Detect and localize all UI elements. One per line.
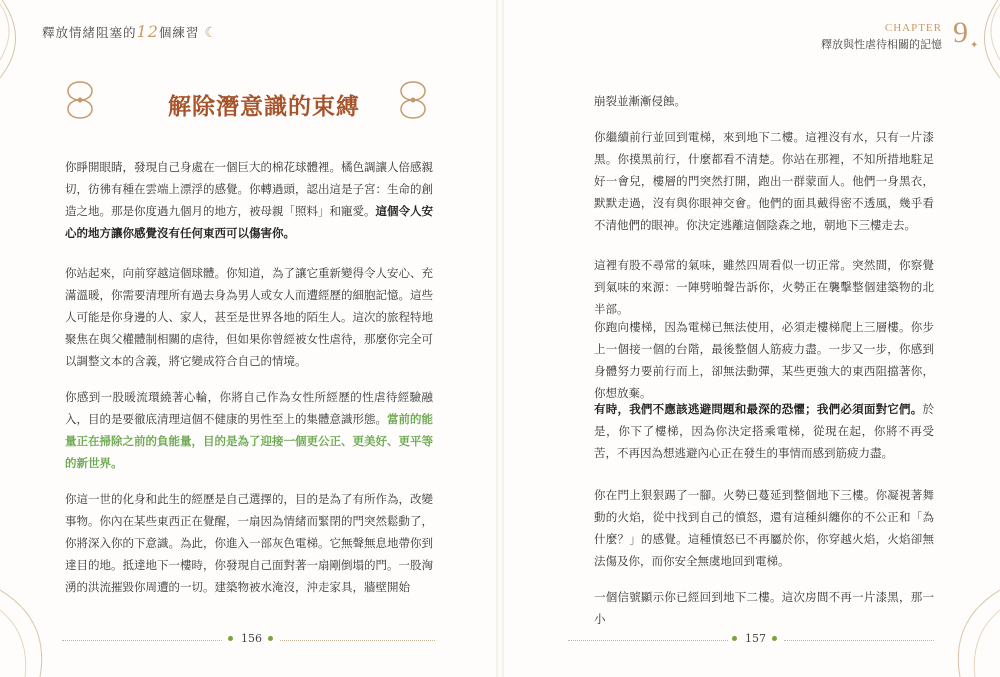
- paragraph-text: 這裡有股不尋常的氣味，雖然四周看似一切正常。突然間，你察覺到氣味的來源：一陣劈啪聲告訴你，火勢正在襲擊整個建築物的北半部。: [594, 258, 934, 316]
- paragraph: [65, 262, 433, 372]
- paragraph: [594, 126, 934, 236]
- folio-dot: [228, 636, 233, 641]
- right-flourish-ornament: [391, 78, 435, 122]
- running-head-prefix: 釋放情緒阻塞的: [42, 25, 137, 40]
- footer-rule: [62, 640, 222, 641]
- right-page: [500, 0, 1000, 677]
- sparkle-icon: ✦: [970, 40, 979, 51]
- paragraph: [594, 398, 934, 464]
- paragraph: [65, 488, 433, 598]
- chapter-subtitle: 釋放與性虐待相關的記憶: [821, 38, 942, 51]
- paragraph-text: 你這一世的化身和此生的經歷是自己選擇的，目的是為了有所作為，改變事物。你內在某些東西正在覺醒，一扇因為情緒而緊閉的門突然鬆動了，你將深入你的下意識。為此，你進入一部灰色電梯。它無聲無息地帶你到達目的地。抵達地下一樓時，你發現自己面對著一扇剛倒塌的門。一股洶湧的洪流摧毀你周遭的一切。建築物被水淹沒，沖走家具，牆壁開始: [65, 492, 433, 594]
- paragraph-text: 於是，你下了樓梯，因為你決定搭乘電梯，從現在起，你將不再受苦，不再因為想逃避內心正在發生的事情而感到筋疲力盡。: [594, 402, 934, 460]
- footer-rule: [568, 640, 728, 641]
- folio-dot: [268, 636, 273, 641]
- paragraph: [594, 254, 934, 320]
- paragraph: [594, 90, 934, 112]
- corner-ornament-bottom-right: [930, 580, 1000, 677]
- paragraph-emphasis: 這個令人安心的地方讓你感覺沒有任何東西可以傷害你。: [65, 204, 433, 240]
- running-head-number: 12: [136, 22, 159, 41]
- moon-icon: ☾: [204, 25, 218, 41]
- paragraph-emphasis: 有時，我們不應該逃避問題和最深的恐懼；我們必須面對它們。: [594, 402, 923, 416]
- running-head-left: [42, 22, 218, 41]
- paragraph-text: 崩裂並漸漸侵蝕。: [594, 94, 686, 108]
- paragraph: [65, 386, 433, 474]
- footer-rule: [784, 640, 934, 641]
- paragraph-highlight: 當前的能量正在掃除之前的負能量，目的是為了迎接一個更公正、更美好、更平等的新世界。: [65, 412, 433, 470]
- paragraph-text: 你感到一股暖流環繞著心輪，你將自己作為女性所經歷的性虐待經驗融入，目的是要徹底清理這個不健康的男性至上的集體意識形態。: [65, 390, 433, 426]
- chapter-number: 9: [953, 16, 968, 49]
- paragraph-text: 你在門上狠狠踢了一腳。火勢已蔓延到整個地下三樓。你凝視著舞動的火焰，從中找到自己的憤怒，還有這種糾纏你的不公正和「為什麼？」的感覺。這種憤怒已不再屬於你，你穿越火焰，火焰卻無法傷及你，而你安全無虞地回到電梯。: [594, 488, 934, 568]
- paragraph-text: 你跑向樓梯，因為電梯已無法使用，必須走樓梯爬上三層樓。你步上一個接一個的台階，最後整個人筋疲力盡。一步又一步，你感到身體努力要前行而上，卻無法動彈，某些更強大的東西阻擋著你，你想放棄。: [594, 320, 934, 400]
- page-number: 156: [241, 632, 262, 645]
- page-number: 157: [745, 632, 766, 645]
- paragraph: [594, 484, 934, 572]
- paragraph-text: 一個信號顯示你已經回到地下二樓。這次房間不再一片漆黑，那一小: [594, 590, 934, 626]
- paragraph-text: 你睜開眼睛，發現自己身處在一個巨大的棉花球體裡。橘色調讓人倍感親切，彷彿有種在雲端上漂浮的感覺。你轉過頭，認出這是子宮：生命的創造之地。那是你度過九個月的地方，被母親「照料」和寵愛。: [65, 160, 433, 218]
- folio-dot: [772, 636, 777, 641]
- corner-ornament-bottom-left: [0, 580, 70, 677]
- paragraph: [594, 586, 934, 630]
- chapter-label: CHAPTER: [884, 22, 942, 34]
- running-head-suffix: 個練習: [158, 25, 200, 40]
- footer-rule: [280, 640, 435, 641]
- paragraph-text: 你繼續前行並回到電梯，來到地下二樓。這裡沒有水，只有一片漆黑。你摸黑前行，什麼都看不清楚。你站在那裡，不知所措地駐足好一會兒，樓層的門突然打開，跑出一群蒙面人。他們一身黑衣，默默走過，沒有與你眼神交會。他們的面具戴得密不透風，幾乎看不清他們的眼神。你決定逃離這個陰森之地，朝地下三樓走去。: [594, 130, 934, 232]
- paragraph-text: 你站起來，向前穿越這個球體。你知道，為了讓它重新變得令人安心、充滿溫暖，你需要清理所有過去身為男人或女人而遭經歷的細胞記憶。這些人可能是你身邊的人、家人，甚至是世界各地的陌生人。這次的旅程特地聚焦在與父權體制相關的虐待，但如果你曾經被女性虐待，那麼你完全可以調整文本的含義，將它變成符合自己的情境。: [65, 266, 433, 368]
- folio-dot: [732, 636, 737, 641]
- left-flourish-ornament: [58, 78, 102, 122]
- running-head-right: [821, 16, 968, 52]
- section-title: 解除潛意識的束縛: [168, 94, 360, 120]
- paragraph: [65, 156, 433, 244]
- paragraph: [594, 316, 934, 404]
